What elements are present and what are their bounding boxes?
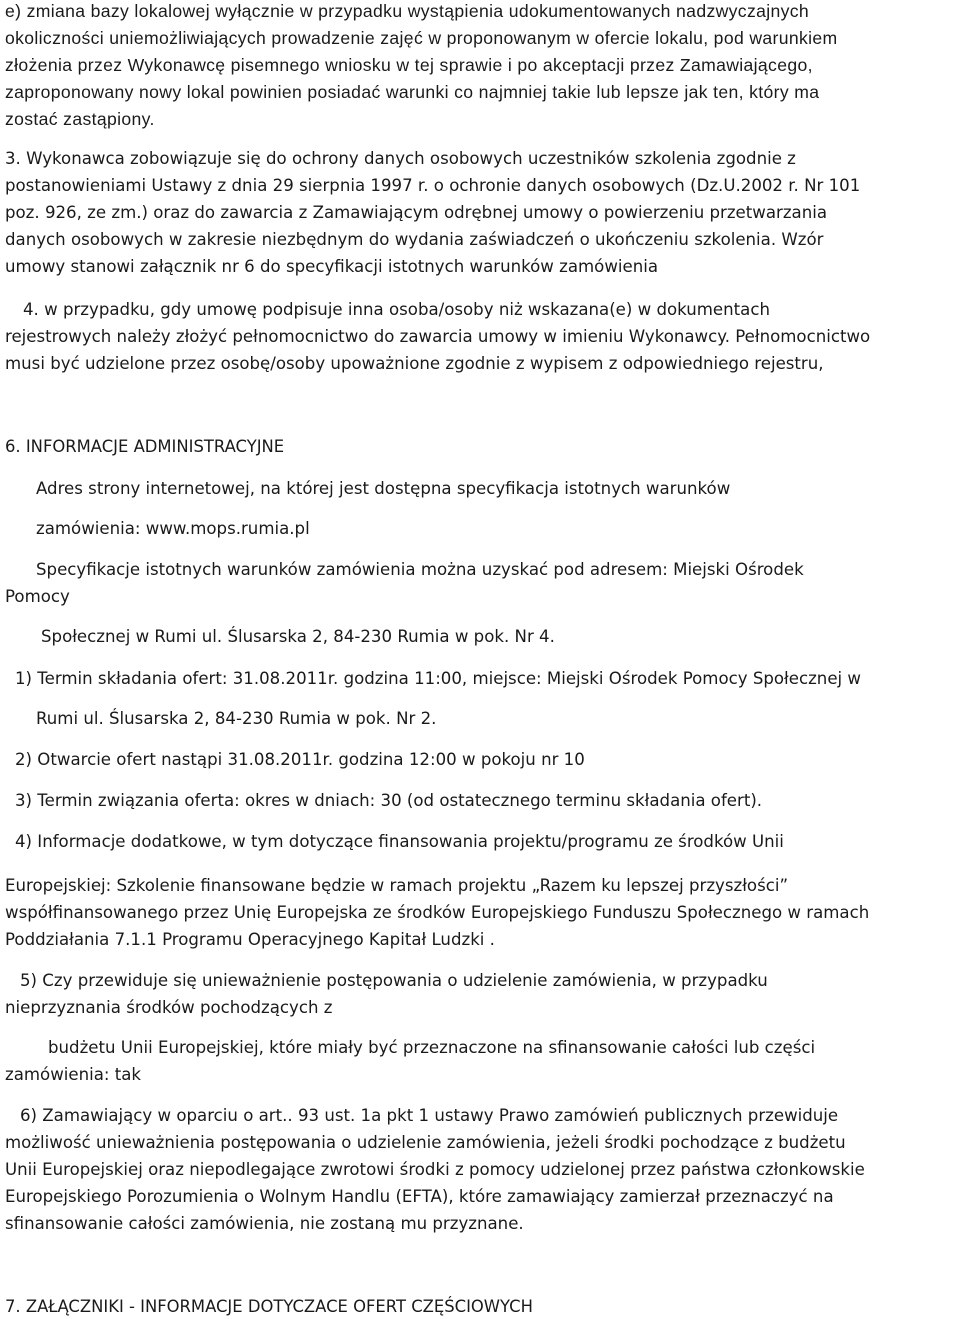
- text-line: Europejskiego Porozumienia o Wolnym Handlu (EFTA), które zamawiający zamierzał przeznaczyć na: [5, 1187, 834, 1206]
- section-heading: 6. INFORMACJE ADMINISTRACYJNE: [5, 437, 285, 456]
- text-line: 3. Wykonawca zobowiązuje się do ochrony danych osobowych uczestników szkolenia zgodnie z: [5, 149, 796, 168]
- text-line: Adres strony internetowej, na której jest dostępna specyfikacja istotnych warunków: [36, 479, 731, 498]
- text-line: zaproponowany nowy lokal powinien posiadać warunki co najmniej takie lub lepsze jak ten, który ma: [5, 82, 820, 102]
- text-line: okoliczności uniemożliwiających prowadzenie zajęć w proponowanym w ofercie lokalu, pod warunkiem: [5, 28, 838, 48]
- text-line: zamówienia: tak: [5, 1065, 142, 1084]
- text-line: złożenia przez Wykonawcę pisemnego wniosku w tej sprawie i po akceptacji przez Zamawiającego,: [5, 55, 813, 75]
- text-line: rejestrowych należy złożyć pełnomocnictwo do zawarcia umowy w imieniu Wykonawcy. Pełnomocnictwo: [5, 327, 871, 346]
- text-line: 6) Zamawiający w oparciu o art.. 93 ust. 1a pkt 1 ustawy Prawo zamówień publicznych przewiduje: [20, 1106, 839, 1125]
- text-line: zamówienia: www.mops.rumia.pl: [36, 519, 310, 538]
- text-line: poz. 926, ze zm.) oraz do zawarcia z Zamawiającym odrębnej umowy o powierzeniu przetwarzania: [5, 203, 828, 222]
- text-line: 2) Otwarcie ofert nastąpi 31.08.2011r. godzina 12:00 w pokoju nr 10: [15, 750, 585, 769]
- text-line: Społecznej w Rumi ul. Ślusarska 2, 84-230 Rumia w pok. Nr 4.: [41, 627, 555, 646]
- text-line: 3) Termin związania oferta: okres w dniach: 30 (od ostatecznego terminu składania ofert).: [15, 791, 763, 810]
- text-line: Poddziałania 7.1.1 Programu Operacyjnego Kapitał Ludzki .: [5, 930, 495, 949]
- text-line: Europejskiej: Szkolenie finansowane będzie w ramach projektu „Razem ku lepszej przyszłości”: [5, 876, 789, 895]
- text-line: współfinansowanego przez Unię Europejska ze środków Europejskiego Funduszu Społecznego w ramach: [5, 903, 870, 922]
- text-line: umowy stanowi załącznik nr 6 do specyfikacji istotnych warunków zamówienia: [5, 257, 659, 276]
- section-heading: 7. ZAŁĄCZNIKI - INFORMACJE DOTYCZACE OFERT CZĘŚCIOWYCH: [5, 1297, 533, 1316]
- text-line: Rumi ul. Ślusarska 2, 84-230 Rumia w pok. Nr 2.: [36, 709, 437, 728]
- text-line: danych osobowych w zakresie niezbędnym do wydania zaświadczeń o ukończeniu szkolenia. Wzór: [5, 230, 824, 249]
- text-line: 4) Informacje dodatkowe, w tym dotyczące finansowania projektu/programu ze środków Unii: [15, 832, 784, 851]
- text-line: Unii Europejskiej oraz niepodlegające zwrotowi środki z pomocy udzielonej przez państwa członkowskie: [5, 1160, 865, 1179]
- text-line: 4. w przypadku, gdy umowę podpisuje inna osoba/osoby niż wskazana(e) w dokumentach: [23, 300, 770, 319]
- text-line: zostać zastąpiony.: [5, 109, 155, 129]
- text-line: możliwość unieważnienia postępowania o udzielenie zamówienia, jeżeli środki pochodzące z budżetu: [5, 1133, 846, 1152]
- text-line: Pomocy: [5, 587, 70, 606]
- text-line: 5) Czy przewiduje się unieważnienie postępowania o udzielenie zamówienia, w przypadku: [20, 971, 768, 990]
- text-line: 1) Termin składania ofert: 31.08.2011r. godzina 11:00, miejsce: Miejski Ośrodek Pomocy Społecznej w: [15, 669, 861, 688]
- text-line: Specyfikacje istotnych warunków zamówienia można uzyskać pod adresem: Miejski Ośrodek: [36, 560, 804, 579]
- text-line: nieprzyznania środków pochodzących z: [5, 998, 333, 1017]
- text-line: musi być udzielone przez osobę/osoby upoważnione zgodnie z wypisem z odpowiedniego rejestru,: [5, 354, 824, 373]
- text-line: e) zmiana bazy lokalowej wyłącznie w przypadku wystąpienia udokumentowanych nadzwyczajnych: [5, 1, 810, 21]
- text-line: budżetu Unii Europejskiej, które miały być przeznaczone na sfinansowanie całości lub części: [48, 1038, 816, 1057]
- text-line: postanowieniami Ustawy z dnia 29 sierpnia 1997 r. o ochronie danych osobowych (Dz.U.2002 r. Nr 101: [5, 176, 861, 195]
- text-line: sfinansowanie całości zamówienia, nie zostaną mu przyznane.: [5, 1214, 524, 1233]
